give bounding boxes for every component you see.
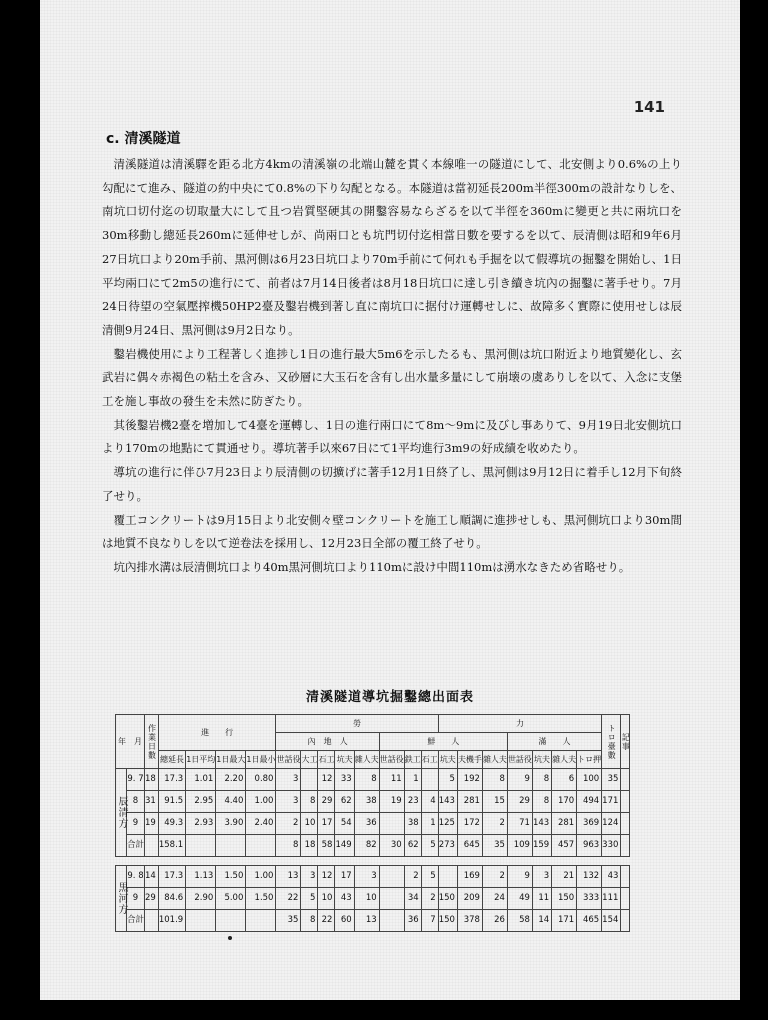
header-col: 坑夫 <box>438 751 457 769</box>
cell-man-kofu: 8 <box>532 791 551 813</box>
table-body <box>116 769 630 932</box>
table-row <box>116 910 630 932</box>
cell-total: 49.3 <box>158 813 185 835</box>
cell-man-toro: 132 <box>577 866 602 888</box>
page-number: 141 <box>633 98 665 116</box>
cell-days: 14 <box>145 866 159 888</box>
header-col: 雜人夫 <box>552 751 577 769</box>
cell-n-zatsu: 3 <box>354 866 379 888</box>
header-col: 1日最小 <box>246 751 276 769</box>
cell-n-zatsu: 38 <box>354 791 379 813</box>
cell-man-sewa: 58 <box>507 910 532 932</box>
cell-min: 1.00 <box>246 866 276 888</box>
cell-s-tekko: 23 <box>404 791 421 813</box>
cell-s-sekko: 2 <box>421 888 438 910</box>
cell-days <box>145 835 159 857</box>
cell-man-sewa: 109 <box>507 835 532 857</box>
table-row <box>116 791 630 813</box>
paragraph: 坑內排水溝は辰清側坑口より40m黒河側坑口より110mに設け中間110mは湧水なきため省略せり。 <box>113 559 631 574</box>
cell-s-tekko: 38 <box>404 813 421 835</box>
cell-n-sewa: 3 <box>276 769 301 791</box>
cell-man-sewa: 9 <box>507 769 532 791</box>
cell-n-sekko: 22 <box>318 910 335 932</box>
cell-cart: 171 <box>602 791 621 813</box>
cell-total: 91.5 <box>158 791 185 813</box>
cell-n-sewa: 13 <box>276 866 301 888</box>
cell-s-sewa <box>379 888 404 910</box>
cell-man-zatsu: 171 <box>552 910 577 932</box>
cell-m-kofu <box>438 866 457 888</box>
cell-avg: 2.93 <box>186 813 216 835</box>
header-col: 世話役 <box>276 751 301 769</box>
cell-n-kofu: 149 <box>335 835 354 857</box>
cell-total: 17.3 <box>158 866 185 888</box>
header-labor: 勞 <box>276 715 438 733</box>
header-col: 雜人夫 <box>354 751 379 769</box>
cell-man-sewa: 29 <box>507 791 532 813</box>
header-col: 世話役 <box>507 751 532 769</box>
cell-m-kikai: 645 <box>457 835 482 857</box>
cell-min: 0.80 <box>246 769 276 791</box>
cell-m-zatsu: 2 <box>482 866 507 888</box>
header-year-month: 年 月 <box>116 715 145 769</box>
cell-remarks <box>621 813 630 835</box>
cell-n-daiku: 8 <box>301 791 318 813</box>
header-col: 坑夫 <box>532 751 551 769</box>
cell-remarks <box>621 791 630 813</box>
cell-avg: 1.01 <box>186 769 216 791</box>
cell-s-tekko: 2 <box>404 866 421 888</box>
cell-n-daiku: 8 <box>301 910 318 932</box>
header-col: 大工 <box>301 751 318 769</box>
header-col: 1日平均 <box>186 751 216 769</box>
table-row <box>116 888 630 910</box>
cell-total: 84.6 <box>158 888 185 910</box>
cell-m-zatsu: 26 <box>482 910 507 932</box>
cell-avg: 1.13 <box>186 866 216 888</box>
cell-man-zatsu: 170 <box>552 791 577 813</box>
cell-n-daiku: 18 <box>301 835 318 857</box>
cell-s-tekko: 1 <box>404 769 421 791</box>
cell-m-kofu: 143 <box>438 791 457 813</box>
header-col: 1日最大 <box>216 751 246 769</box>
paragraph: 清溪隧道は清溪驛を距る北方4kmの清溪嶺の北端山麓を貫く本線唯一の隧道にして、北安側より0.6%の上り勾配にて進み、隧道の約中央にて0.8%の下り勾配となる。本隧道は當初延長200m半徑300mの設計なりしを、南坑口切付迄の切取量大にして且つ岩質堅硬其の開鑿容易ならざるを以て半徑を360mに變更と共に兩坑口を30m移動し總延長260mに延伸せしが、尚兩口とも坑門切付迄相當日數を要するを以て、辰清側は昭和9年6月27日坑口より20m手前、黒河側は6月23日坑口より70m手前にて何れも手掘を以て假導坑の掘鑿を開始し、1日平均兩口にて2m5の進行にて、前者は7月14日後者は8月18日坑口に達し引き續き坑內の掘鑿に著手せり。7月24日待望の空氣壓搾機50HP2臺及鑿岩機到著し直に南坑口に据付け運轉せしに、故障多く實際に使用せしは辰清側9月24日、黒河側は9月2日なり。 <box>102 157 682 337</box>
cell-total: 101.9 <box>158 910 185 932</box>
cell-m-kikai: 378 <box>457 910 482 932</box>
cell-m-zatsu: 15 <box>482 791 507 813</box>
group-separator <box>116 857 630 866</box>
cell-man-zatsu: 281 <box>552 813 577 835</box>
paragraph: 其後鑿岩機2臺を増加して4臺を運轉し、1日の進行兩口にて8m～9mに及びし事ありて、9月19日北安側坑口より170mの地點にて貫通せり。導坑著手以來67日にて1平均進行3m9の好成績を收めたり。 <box>102 417 682 456</box>
cell-m-kikai: 172 <box>457 813 482 835</box>
cell-s-sewa <box>379 910 404 932</box>
cell-n-sewa: 3 <box>276 791 301 813</box>
cell-remarks <box>621 910 630 932</box>
cell-n-kofu: 43 <box>335 888 354 910</box>
cell-n-zatsu: 10 <box>354 888 379 910</box>
cell-min <box>246 910 276 932</box>
cell-min: 2.40 <box>246 813 276 835</box>
cell-n-daiku: 5 <box>301 888 318 910</box>
tunnel-excavation-table <box>115 714 630 932</box>
cell-n-kofu: 54 <box>335 813 354 835</box>
table-row <box>116 866 630 888</box>
cell-s-sekko: 5 <box>421 866 438 888</box>
cell-m-kikai: 169 <box>457 866 482 888</box>
cell-cart: 35 <box>602 769 621 791</box>
cell-man-toro: 963 <box>577 835 602 857</box>
cell-max: 3.90 <box>216 813 246 835</box>
cell-man-sewa: 9 <box>507 866 532 888</box>
header-work-days: 作業日數 <box>145 715 159 769</box>
cell-n-kofu: 33 <box>335 769 354 791</box>
cell-man-kofu: 159 <box>532 835 551 857</box>
cell-man-sewa: 71 <box>507 813 532 835</box>
cell-n-sekko: 58 <box>318 835 335 857</box>
cell-n-zatsu: 13 <box>354 910 379 932</box>
cell-n-zatsu: 8 <box>354 769 379 791</box>
group-label: 辰清方 <box>116 769 127 857</box>
cell-days: 31 <box>145 791 159 813</box>
cell-avg: 2.90 <box>186 888 216 910</box>
month-cell: 9. 8 <box>127 866 145 888</box>
cell-s-sewa <box>379 866 404 888</box>
cell-max: 1.50 <box>216 866 246 888</box>
cell-s-sekko: 1 <box>421 813 438 835</box>
cell-n-daiku: 10 <box>301 813 318 835</box>
table-row <box>116 835 630 857</box>
cell-man-toro: 369 <box>577 813 602 835</box>
cell-man-zatsu: 6 <box>552 769 577 791</box>
group-separator-cell <box>116 857 630 866</box>
cell-remarks <box>621 866 630 888</box>
cell-max <box>216 910 246 932</box>
header-progress: 進 行 <box>158 715 276 751</box>
cell-m-zatsu: 8 <box>482 769 507 791</box>
cell-cart: 124 <box>602 813 621 835</box>
cell-avg <box>186 910 216 932</box>
cell-m-kofu: 125 <box>438 813 457 835</box>
cell-cart: 43 <box>602 866 621 888</box>
cell-days: 18 <box>145 769 159 791</box>
cell-man-kofu: 143 <box>532 813 551 835</box>
cell-man-zatsu: 21 <box>552 866 577 888</box>
cell-m-zatsu: 35 <box>482 835 507 857</box>
cell-n-sekko: 12 <box>318 769 335 791</box>
ink-dot <box>228 936 232 940</box>
cell-s-tekko: 34 <box>404 888 421 910</box>
cell-s-sewa: 11 <box>379 769 404 791</box>
cell-m-kofu: 150 <box>438 888 457 910</box>
header-cart-count: トロ臺數 <box>602 715 621 769</box>
month-cell: 合計 <box>127 910 145 932</box>
cell-m-kikai: 281 <box>457 791 482 813</box>
cell-total: 158.1 <box>158 835 185 857</box>
cell-m-kikai: 192 <box>457 769 482 791</box>
cell-m-zatsu: 24 <box>482 888 507 910</box>
cell-man-zatsu: 457 <box>552 835 577 857</box>
cell-days <box>145 910 159 932</box>
cell-n-sewa: 35 <box>276 910 301 932</box>
cell-days: 29 <box>145 888 159 910</box>
cell-man-zatsu: 150 <box>552 888 577 910</box>
header-col: 石工 <box>318 751 335 769</box>
month-cell: 9 <box>127 888 145 910</box>
header-col: 雜人夫 <box>482 751 507 769</box>
cell-remarks <box>621 769 630 791</box>
month-cell: 9 <box>127 813 145 835</box>
cell-avg: 2.95 <box>186 791 216 813</box>
header-col: 世話役 <box>379 751 404 769</box>
cell-n-kofu: 17 <box>335 866 354 888</box>
cell-avg <box>186 835 216 857</box>
table-title: 清溪隧道導坑掘鑿總出面表 <box>305 690 474 705</box>
month-cell: 8 <box>127 791 145 813</box>
header-col: 總延長 <box>158 751 185 769</box>
cell-man-kofu: 11 <box>532 888 551 910</box>
cell-s-sekko: 7 <box>421 910 438 932</box>
document-page <box>40 0 740 1000</box>
cell-s-tekko: 62 <box>404 835 421 857</box>
paragraph: 導坑の進行に伴ひ7月23日より辰清側の切擴げに著手12月1日終了し、黒河側は9月12日に着手し12月下旬終了せり。 <box>102 465 682 503</box>
month-cell: 合計 <box>127 835 145 857</box>
header-col: 鉄工 <box>404 751 421 769</box>
paragraph: 鑿岩機使用により工程著しく進捗し1日の進行最大5m6を示したるも、黒河側は坑口附近より地質變化し、玄武岩に偶々赤褐色の粘土を含み、又砂層に大玉石を含有し出水量多量にして崩壊の虞ありしを以て、入念に支堡工を施し事故の發生を未然に防ぎたり。 <box>102 346 682 409</box>
paragraph: 覆工コンクリートは9月15日より北安側々壁コンクリートを施工し順調に進捗せしも、黒河側坑口より30m間は地質不良なりしを以て逆卷法を採用し、12月23日全部の覆工終了せり。 <box>102 512 682 551</box>
cell-s-sewa: 30 <box>379 835 404 857</box>
cell-min <box>246 835 276 857</box>
cell-s-sewa <box>379 813 404 835</box>
group-label: 黒河方 <box>116 866 127 932</box>
cell-remarks <box>621 835 630 857</box>
body-text <box>102 153 682 580</box>
cell-man-toro: 465 <box>577 910 602 932</box>
cell-n-sekko: 29 <box>318 791 335 813</box>
header-man: 滿 人 <box>507 733 601 751</box>
header-remarks: 記事 <box>621 715 630 769</box>
header-col: トロ押 <box>577 751 602 769</box>
cell-n-daiku <box>301 769 318 791</box>
cell-cart: 154 <box>602 910 621 932</box>
cell-days: 19 <box>145 813 159 835</box>
cell-man-sewa: 49 <box>507 888 532 910</box>
cell-n-sekko: 10 <box>318 888 335 910</box>
cell-s-sekko <box>421 769 438 791</box>
section-title: c. 清溪隧道 <box>106 131 181 147</box>
cell-max: 5.00 <box>216 888 246 910</box>
cell-m-kikai: 209 <box>457 888 482 910</box>
cell-n-kofu: 62 <box>335 791 354 813</box>
cell-min: 1.00 <box>246 791 276 813</box>
month-cell: 9. 7 <box>127 769 145 791</box>
cell-s-sewa: 19 <box>379 791 404 813</box>
cell-min: 1.50 <box>246 888 276 910</box>
cell-n-sewa: 8 <box>276 835 301 857</box>
cell-n-sewa: 2 <box>276 813 301 835</box>
cell-n-daiku: 3 <box>301 866 318 888</box>
cell-total: 17.3 <box>158 769 185 791</box>
cell-n-zatsu: 82 <box>354 835 379 857</box>
cell-n-sewa: 22 <box>276 888 301 910</box>
cell-man-kofu: 8 <box>532 769 551 791</box>
cell-cart: 111 <box>602 888 621 910</box>
cell-s-sekko: 4 <box>421 791 438 813</box>
cell-man-toro: 100 <box>577 769 602 791</box>
cell-cart: 330 <box>602 835 621 857</box>
cell-max: 4.40 <box>216 791 246 813</box>
cell-s-sekko: 5 <box>421 835 438 857</box>
cell-m-kofu: 5 <box>438 769 457 791</box>
cell-n-zatsu: 36 <box>354 813 379 835</box>
cell-man-toro: 494 <box>577 791 602 813</box>
cell-n-sekko: 17 <box>318 813 335 835</box>
cell-max: 2.20 <box>216 769 246 791</box>
header-sen: 鮮 人 <box>379 733 507 751</box>
header-col: 夫機手 <box>457 751 482 769</box>
cell-remarks <box>621 888 630 910</box>
cell-s-tekko: 36 <box>404 910 421 932</box>
header-force: 力 <box>438 715 601 733</box>
cell-n-sekko: 12 <box>318 866 335 888</box>
cell-man-kofu: 14 <box>532 910 551 932</box>
header-col: 石工 <box>421 751 438 769</box>
cell-m-kofu: 150 <box>438 910 457 932</box>
table-row <box>116 769 630 791</box>
cell-n-kofu: 60 <box>335 910 354 932</box>
table-row <box>116 813 630 835</box>
cell-man-kofu: 3 <box>532 866 551 888</box>
cell-m-zatsu: 2 <box>482 813 507 835</box>
header-naichi: 內 地 人 <box>276 733 379 751</box>
header-col: 坑夫 <box>335 751 354 769</box>
cell-max <box>216 835 246 857</box>
cell-man-toro: 333 <box>577 888 602 910</box>
cell-m-kofu: 273 <box>438 835 457 857</box>
